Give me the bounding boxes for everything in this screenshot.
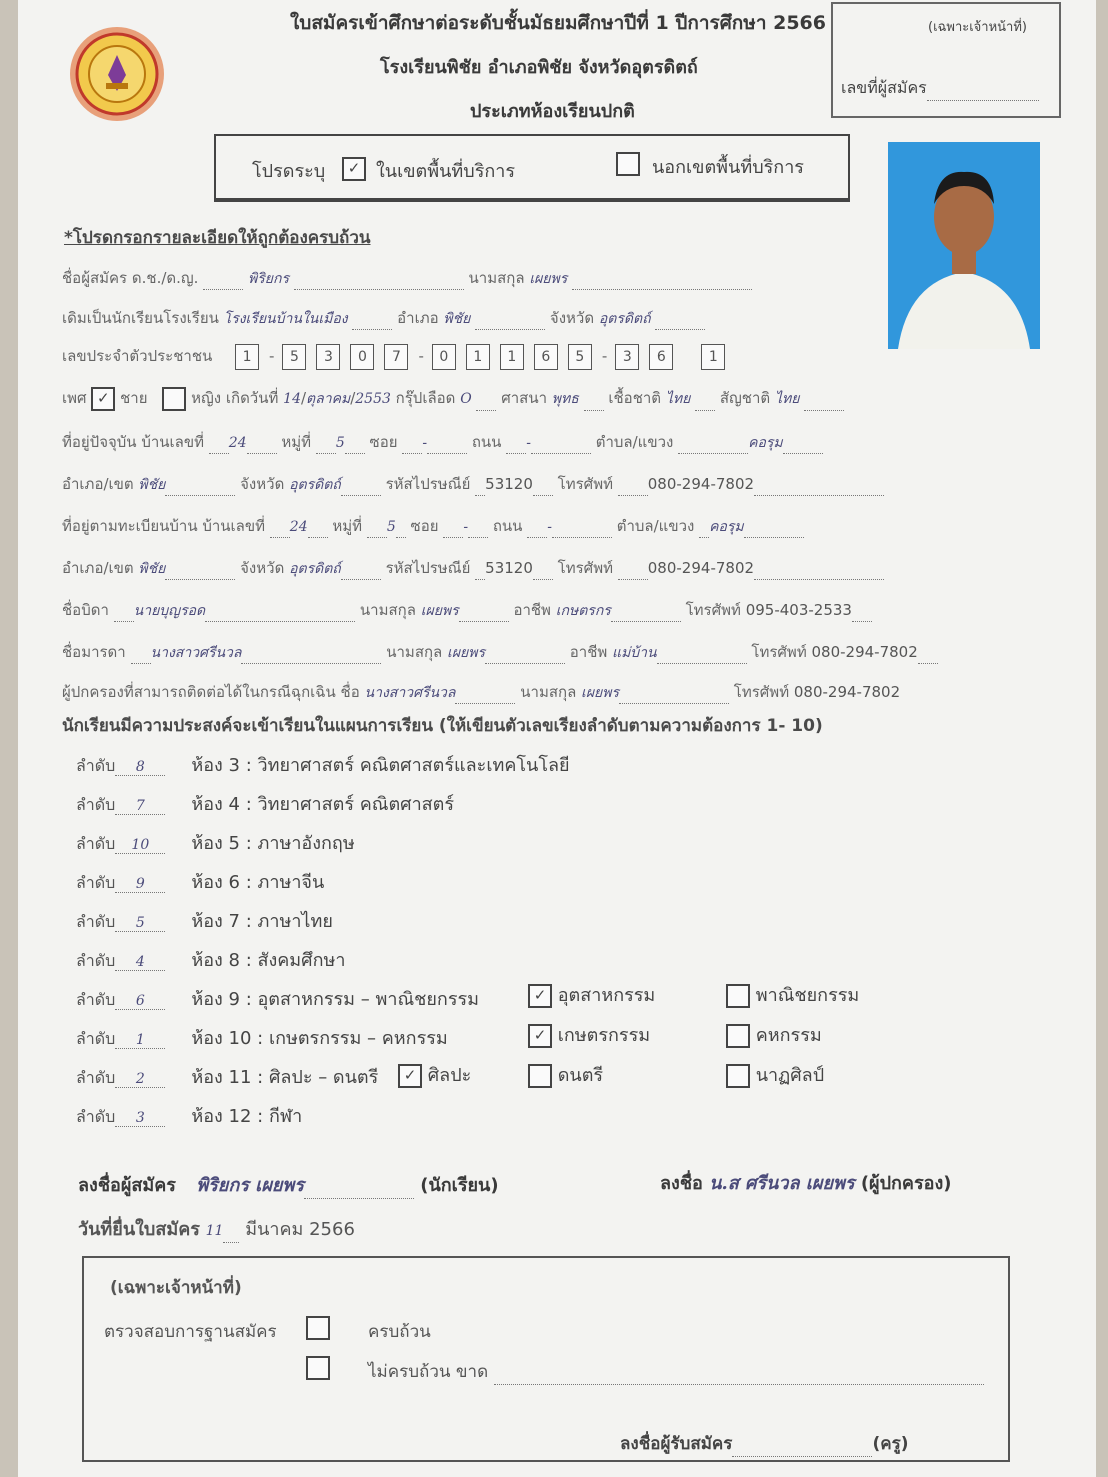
current-house-no[interactable]: 24 <box>228 435 247 451</box>
submission-month-year: มีนาคม 2566 <box>245 1219 355 1240</box>
current-phone-label: โทรศัพท์ <box>557 475 613 493</box>
order-label: ลำดับ <box>76 1107 116 1126</box>
agriculture-checkbox[interactable]: ✓ <box>528 1024 552 1048</box>
school-district-label: อำเภอ <box>397 309 439 327</box>
home-economics-label: คหกรรม <box>755 1025 822 1046</box>
form-title: ใบสมัครเข้าศึกษาต่อระดับชั้นมัธยมศึกษาปีที่ 1 ปีการศึกษา 2566 <box>290 12 826 34</box>
staff-section-box <box>82 1256 1010 1462</box>
citizen-id-label: เลขประจำตัวประชาชน <box>62 347 213 365</box>
citizen-id-digit[interactable]: 1 <box>500 344 524 370</box>
service-area-box <box>214 134 850 202</box>
citizen-id-digit[interactable]: 5 <box>282 344 306 370</box>
birth-label: เกิดวันที่ <box>225 389 279 407</box>
father-name[interactable]: นายบุญรอด <box>133 603 206 619</box>
father-job[interactable]: เกษตรกร <box>555 603 611 619</box>
music-checkbox[interactable] <box>528 1064 552 1088</box>
order-label: ลำดับ <box>76 990 116 1009</box>
industry-label: อุตสาหกรรม <box>557 985 656 1006</box>
birth-day[interactable]: 14 <box>283 391 301 407</box>
plan-room-name: ห้อง 10 : เกษตรกรรม – คหกรรม <box>191 1028 448 1049</box>
current-province[interactable]: อุตรดิตถ์ <box>289 477 341 493</box>
study-plan-row <box>76 945 345 974</box>
mother-job[interactable]: แม่บ้าน <box>612 645 657 661</box>
room11-option-music <box>528 1060 603 1089</box>
current-address-label: ที่อยู่ปัจจุบัน บ้านเลขที่ <box>62 433 204 451</box>
commerce-checkbox[interactable] <box>726 984 750 1008</box>
current-subdistrict-label: ตำบล/แขวง <box>595 433 674 451</box>
study-plan-row <box>76 789 454 818</box>
student-tag: (นักเรียน) <box>420 1175 499 1196</box>
plan-rank[interactable]: 4 <box>115 954 165 971</box>
mother-row <box>62 640 938 664</box>
father-job-label: อาชีพ <box>513 601 551 619</box>
instruction-text: *โปรดกรอกรายละเอียดให้ถูกต้องครบถ้วน <box>64 228 371 248</box>
current-district[interactable]: พิชัย <box>138 477 166 493</box>
plan-rank[interactable]: 8 <box>115 759 165 776</box>
plan-rank[interactable]: 1 <box>115 1032 165 1049</box>
father-label: ชื่อบิดา <box>62 601 109 619</box>
room10-options <box>528 1020 650 1049</box>
order-label: ลำดับ <box>76 1068 116 1087</box>
student-photo <box>888 142 1040 349</box>
room11-option-dance <box>726 1060 824 1089</box>
registered-postal[interactable]: 53120 <box>485 559 533 577</box>
guardian-phone-label: โทรศัพท์ <box>733 683 790 701</box>
citizen-id-digits <box>235 347 735 365</box>
staff-only-box <box>831 2 1061 118</box>
order-label: ลำดับ <box>76 951 116 970</box>
father-phone-label: โทรศัพท์ <box>685 601 741 619</box>
mother-surname[interactable]: เผยพร <box>447 645 485 661</box>
receiver-signature-row <box>620 1430 908 1457</box>
art-label: ศิลปะ <box>427 1065 472 1086</box>
current-province-label: จังหวัด <box>240 475 285 493</box>
registered-road-label: ถนน <box>492 517 523 535</box>
female-label: หญิง <box>191 389 222 407</box>
registered-moo-label: หมู่ที่ <box>332 517 363 535</box>
registered-district-label: อำเภอ/เขต <box>62 559 134 577</box>
classroom-type: ประเภทห้องเรียนปกติ <box>470 101 635 122</box>
citizen-id-digit[interactable]: 1 <box>235 344 259 370</box>
receiver-signature-label: ลงชื่อผู้รับสมัคร <box>620 1434 733 1454</box>
complete-label: ครบถ้วน <box>368 1322 431 1342</box>
room10-options-b <box>726 1020 822 1049</box>
application-sheet <box>18 0 1096 1477</box>
current-road[interactable]: - <box>526 435 531 451</box>
in-area-label: ในเขตพื้นที่บริการ <box>376 161 516 182</box>
submission-date-row <box>78 1214 355 1243</box>
room9-options-b <box>726 980 859 1009</box>
registered-address-row <box>62 514 804 538</box>
mother-surname-label: นามสกุล <box>386 643 443 661</box>
citizen-id-digit[interactable]: 6 <box>534 344 558 370</box>
id-separator: - <box>418 347 424 365</box>
mother-phone-label: โทรศัพท์ <box>751 643 807 661</box>
order-label: ลำดับ <box>76 795 116 814</box>
incomplete-row <box>368 1358 984 1385</box>
agriculture-label: เกษตรกรรม <box>557 1025 651 1046</box>
plan-room-name: ห้อง 7 : ภาษาไทย <box>191 911 333 932</box>
submission-date-label: วันที่ยื่นใบสมัคร <box>78 1219 200 1240</box>
applicant-signature[interactable]: พิริยกร เผยพร <box>196 1175 304 1196</box>
current-moo[interactable]: 5 <box>335 435 345 451</box>
applicant-signature-label: ลงชื่อผู้สมัคร <box>78 1175 176 1196</box>
plan-rank[interactable]: 10 <box>115 837 165 854</box>
receiver-tag: (ครู) <box>872 1434 909 1454</box>
dance-checkbox[interactable] <box>726 1064 750 1088</box>
registered-phone[interactable]: 080-294-7802 <box>647 559 755 577</box>
school-province[interactable]: อุตรดิตถ์ <box>598 311 651 327</box>
in-area-checkbox[interactable]: ✓ <box>342 157 366 181</box>
current-address-row <box>62 430 823 454</box>
staff-section-title: (เฉพาะเจ้าหน้าที่) <box>110 1278 242 1298</box>
race[interactable]: ไทย <box>665 391 691 407</box>
registered-subdistrict-label: ตำบล/แขวง <box>616 517 695 535</box>
order-label: ลำดับ <box>76 912 116 931</box>
current-soi-label: ซอย <box>369 433 398 451</box>
staff-only-note: (เฉพาะเจ้าหน้าที่) <box>928 20 1027 35</box>
incomplete-label: ไม่ครบถ้วน ขาด <box>368 1362 489 1382</box>
missing-items-field[interactable] <box>494 1370 984 1385</box>
male-label: ชาย <box>120 389 148 407</box>
citizen-id-digit[interactable]: 5 <box>568 344 592 370</box>
blood-label: กรุ๊ปเลือด <box>395 389 456 407</box>
male-checkbox[interactable]: ✓ <box>91 387 115 411</box>
home-economics-checkbox[interactable] <box>726 1024 750 1048</box>
applicant-number-text: เลขที่ผู้สมัคร <box>841 78 927 97</box>
birth-year[interactable]: 2553 <box>355 391 391 407</box>
current-moo-label: หมู่ที่ <box>281 433 312 451</box>
registered-address-label: ที่อยู่ตามทะเบียนบ้าน บ้านเลขที่ <box>62 517 265 535</box>
plan-room-name: ห้อง 9 : อุตสาหกรรม – พาณิชยกรรม <box>191 989 480 1010</box>
id-separator: - <box>601 347 608 365</box>
plan-room-name: ห้อง 3 : วิทยาศาสตร์ คณิตศาสตร์และเทคโนโลยี <box>191 755 570 776</box>
applicant-signature-row <box>78 1170 499 1199</box>
study-plan-row <box>76 1023 448 1052</box>
surname-label: นามสกุล <box>468 269 525 287</box>
mother-name[interactable]: นางสาวศรีนวล <box>150 645 242 661</box>
nationality-label: สัญชาติ <box>719 389 771 407</box>
registered-address-row-2 <box>62 556 884 580</box>
mother-job-label: อาชีพ <box>569 643 608 661</box>
guardian-surname-label: นามสกุล <box>520 683 577 701</box>
applicant-number-label <box>841 76 1039 101</box>
previous-school-row <box>62 306 705 330</box>
study-plan-row <box>76 867 324 896</box>
guardian-label: ผู้ปกครองที่สามารถติดต่อได้ในกรณีฉุกเฉิน ชื่อ <box>62 683 360 701</box>
citizen-id-row <box>62 344 735 370</box>
dance-label: นาฏศิลป์ <box>755 1065 825 1086</box>
personal-info-row: เพศ ✓ ชาย หญิง เกิดวันที่ 14/ตุลาคม/2553 กรุ๊ปเลือด O ศาสนา พุทธ เชื้อชาติ ไทย สัญชาติ ไทย <box>62 386 844 411</box>
plan-room-name: ห้อง 11 : ศิลปะ – ดนตรี <box>191 1067 379 1088</box>
female-checkbox[interactable] <box>162 387 186 411</box>
room9-options <box>528 980 655 1009</box>
plan-rank[interactable]: 7 <box>115 798 165 815</box>
guardian-phone[interactable]: 080-294-7802 <box>793 683 901 701</box>
plan-room-name: ห้อง 12 : กีฬา <box>191 1106 303 1127</box>
id-separator: - <box>269 347 275 365</box>
applicant-name-row <box>62 266 752 290</box>
citizen-id-digit[interactable]: 1 <box>701 344 725 370</box>
guardian-signature[interactable]: น.ส ศรีนวล เผยพร <box>709 1173 855 1194</box>
citizen-id-digit[interactable]: 1 <box>466 344 490 370</box>
current-postal-label: รหัสไปรษณีย์ <box>385 475 471 493</box>
out-area-checkbox[interactable] <box>616 152 640 176</box>
registered-district[interactable]: พิชัย <box>138 561 166 577</box>
industry-checkbox[interactable]: ✓ <box>528 984 552 1008</box>
registered-soi-label: ซอย <box>410 517 439 535</box>
citizen-id-digit[interactable]: 0 <box>432 344 456 370</box>
plan-rank[interactable]: 5 <box>115 915 165 932</box>
father-row <box>62 598 872 622</box>
complete-checkbox[interactable] <box>306 1316 330 1340</box>
study-plan-row <box>76 828 355 857</box>
father-surname-label: นามสกุล <box>359 601 416 619</box>
art-checkbox[interactable]: ✓ <box>398 1064 422 1088</box>
current-soi[interactable]: - <box>422 435 428 451</box>
birth-month[interactable]: ตุลาคม <box>306 391 351 407</box>
order-label: ลำดับ <box>76 756 116 775</box>
current-postal[interactable]: 53120 <box>485 475 533 493</box>
commerce-label: พาณิชยกรรม <box>755 985 860 1006</box>
blood-type[interactable]: O <box>460 391 472 407</box>
order-label: ลำดับ <box>76 1029 116 1048</box>
registered-phone-label: โทรศัพท์ <box>557 559 613 577</box>
plan-room-name: ห้อง 4 : วิทยาศาสตร์ คณิตศาสตร์ <box>191 794 455 815</box>
guardian-signature-row <box>660 1168 951 1197</box>
guardian-tag: (ผู้ปกครอง) <box>860 1173 952 1194</box>
registered-postal-label: รหัสไปรษณีย์ <box>385 559 471 577</box>
guardian-row <box>62 680 900 704</box>
previous-school[interactable]: โรงเรียนบ้านในเมือง <box>223 311 348 327</box>
current-address-row-2 <box>62 472 884 496</box>
registered-soi[interactable]: - <box>463 519 469 535</box>
registered-subdistrict[interactable]: คอรุม <box>709 519 744 535</box>
previous-school-label: เดิมเป็นนักเรียนโรงเรียน <box>62 309 219 327</box>
registered-road[interactable]: - <box>547 519 552 535</box>
guardian-surname[interactable]: เผยพร <box>581 685 619 701</box>
school-province-label: จังหวัด <box>549 309 595 327</box>
registered-moo[interactable]: 5 <box>386 519 396 535</box>
school-district[interactable]: พิชัย <box>443 311 471 327</box>
current-district-label: อำเภอ/เขต <box>62 475 134 493</box>
order-label: ลำดับ <box>76 834 116 853</box>
study-plan-row <box>76 984 479 1013</box>
out-area-label: นอกเขตพื้นที่บริการ <box>652 157 804 178</box>
mother-phone[interactable]: 080-294-7802 <box>811 643 918 661</box>
guardian-signature-label: ลงชื่อ <box>660 1173 703 1194</box>
citizen-id-digit[interactable]: 6 <box>649 344 673 370</box>
current-road-label: ถนน <box>471 433 502 451</box>
religion-label: ศาสนา <box>501 389 548 407</box>
guardian-name[interactable]: นางสาวศรีนวล <box>364 685 456 701</box>
father-surname[interactable]: เผยพร <box>420 603 459 619</box>
study-plan-heading: นักเรียนมีความประสงค์จะเข้าเรียนในแผนการเรียน (ให้เขียนตัวเลขเรียงลำดับตามความต้องการ 1- 10) <box>62 716 823 736</box>
registered-house-no[interactable]: 24 <box>289 519 308 535</box>
sex-label: เพศ <box>62 389 87 407</box>
applicant-surname[interactable]: เผยพร <box>529 271 568 287</box>
plan-room-name: ห้อง 6 : ภาษาจีน <box>191 872 325 893</box>
religion[interactable]: พุทธ <box>551 391 579 407</box>
father-phone[interactable]: 095-403-2533 <box>745 601 852 619</box>
school-name: โรงเรียนพิชัย อำเภอพิชัย จังหวัดอุตรดิตถ์ <box>380 57 698 78</box>
mother-label: ชื่อมารดา <box>62 643 126 661</box>
citizen-id-digit[interactable]: 0 <box>350 344 374 370</box>
citizen-id-digit[interactable]: 3 <box>316 344 340 370</box>
current-subdistrict[interactable]: คอรุม <box>748 435 783 451</box>
applicant-first-name[interactable]: พิริยกร <box>248 271 289 287</box>
race-label: เชื้อชาติ <box>608 389 662 407</box>
study-plan-row <box>76 1062 378 1091</box>
document-check-label: ตรวจสอบการฐานสมัคร <box>104 1322 277 1342</box>
current-phone[interactable]: 080-294-7802 <box>647 475 755 493</box>
applicant-name-label: ชื่อผู้สมัคร ด.ช./ด.ญ. <box>62 269 199 287</box>
registered-province[interactable]: อุตรดิตถ์ <box>289 561 341 577</box>
plan-room-name: ห้อง 8 : สังคมศึกษา <box>191 950 346 971</box>
nationality[interactable]: ไทย <box>774 391 800 407</box>
school-seal-logo <box>68 25 166 123</box>
plan-room-name: ห้อง 5 : ภาษาอังกฤษ <box>191 833 355 854</box>
study-plan-row <box>76 750 570 779</box>
citizen-id-digit[interactable]: 7 <box>384 344 408 370</box>
study-plan-row <box>76 906 333 935</box>
registered-province-label: จังหวัด <box>240 559 285 577</box>
submission-day[interactable]: 11 <box>205 1223 224 1239</box>
plan-rank[interactable]: 6 <box>115 993 165 1010</box>
plan-rank[interactable]: 2 <box>115 1071 165 1088</box>
incomplete-checkbox[interactable] <box>306 1356 330 1380</box>
study-plan-row <box>76 1101 302 1130</box>
plan-rank[interactable]: 3 <box>115 1110 165 1127</box>
room11-option-art <box>398 1060 471 1089</box>
plan-rank[interactable]: 9 <box>115 876 165 893</box>
citizen-id-digit[interactable]: 3 <box>615 344 639 370</box>
order-label: ลำดับ <box>76 873 116 892</box>
area-prompt: โปรดระบุ <box>252 161 326 182</box>
music-label: ดนตรี <box>557 1065 604 1086</box>
